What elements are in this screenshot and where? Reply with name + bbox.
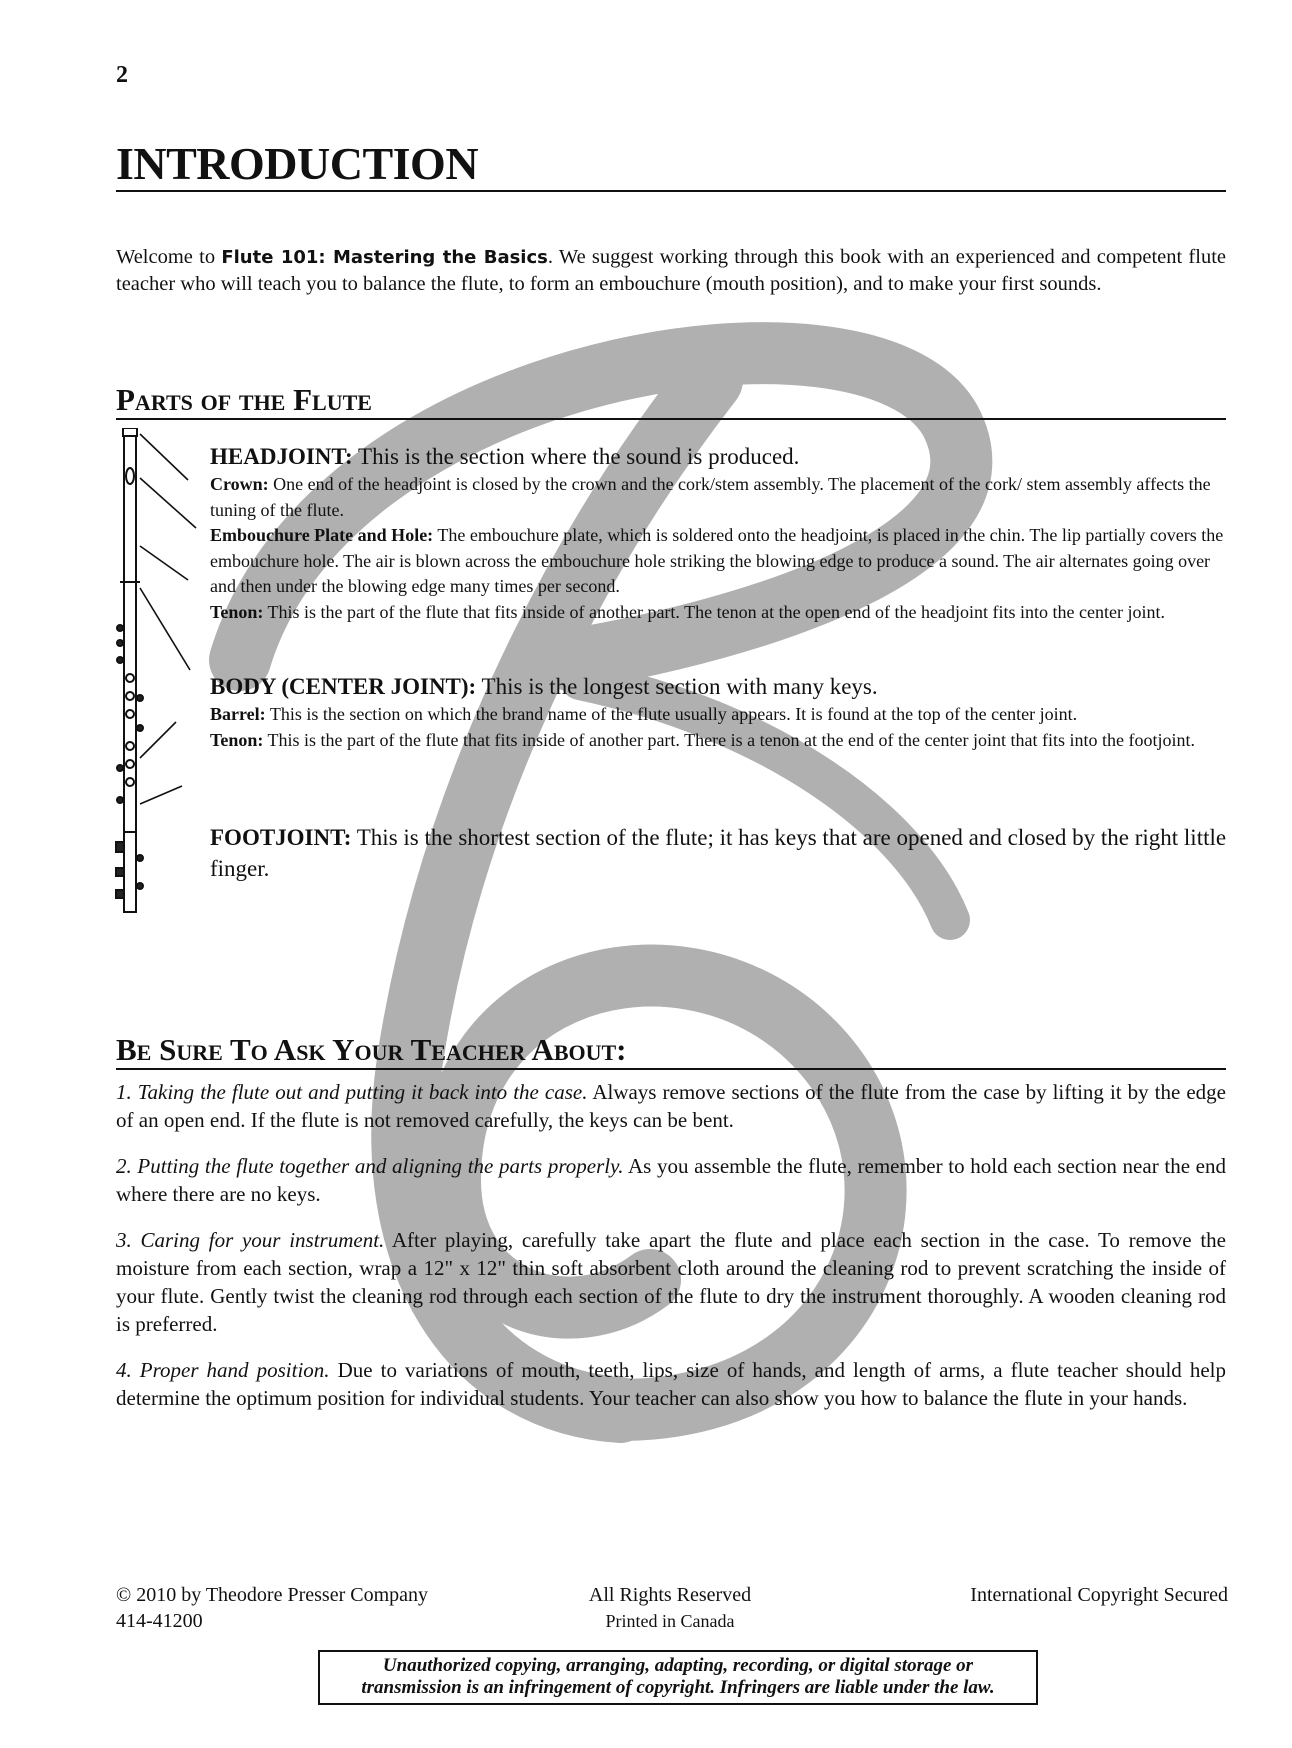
notice-line-1: Unauthorized copying, arranging, adapting, recording, or digital storage or [382,1655,974,1676]
embouchure-item [210,523,1230,600]
ask-teacher-heading: Be Sure To Ask Your Teacher About: [116,1032,1226,1070]
ask-item-text: Always remove sections of the flute from the case by lifting it by the edge of an open end. If the flute is not removed carefully, the keys can be bent. [116,1080,1226,1132]
flute-headjoint [124,432,136,582]
barrel-term: Barrel: [210,704,266,724]
ask-item-text: As you assemble the flute, remember to hold each section near the end where there are no keys. [116,1154,1226,1206]
embouchure-text: The embouchure plate, which is soldered onto the headjoint, is placed in the chin. The lip partially covers the embouchure hole. The air is blown across the embouchure hole striking the blowing edge to produce a sound. The air alternates going over and then under the blowing edge many times per second. [210,525,1224,596]
body-section [210,672,1230,753]
footjoint-section [210,822,1230,884]
catalog-number: 414-41200 [116,1610,203,1632]
ask-item-text: After playing, carefully take apart the flute and place each section in the case. To remove the moisture from each section, wrap a 12" x 12" thin soft absorbent cloth around the cleaning rod to prevent scratching the inside of your flute. Gently twist the cleaning rod through each section of the flute to dry the instrument thoroughly. A wooden cleaning rod is preferred. [116,1228,1226,1336]
ask-item [116,1226,1226,1338]
flute-crown [123,428,137,436]
flute-diagram [110,428,210,918]
copyright-notice-box [318,1650,1038,1705]
footer-right [970,1582,1228,1608]
intro-text: . We suggest working through this book with an experienced and competent flute teacher who will teach you to balance the flute, to form an embouchure (mouth position), and to make your first sounds. [116,246,1227,295]
intl-copyright-text: International Copyright Secured [970,1584,1228,1606]
ask-item [116,1152,1226,1208]
barrel-text: This is the section on which the brand name of the flute usually appears. It is found at the top of the center joint. [265,704,1078,724]
headjoint-title-line [210,442,1230,472]
intro-prefix: Welcome to [116,246,222,268]
body-tenon-item [210,728,1230,754]
copyright-text: © 2010 by Theodore Presser Company [116,1584,429,1606]
headjoint-desc: This is the section where the sound is produced. [352,444,800,469]
pointer-lines [140,434,196,804]
page-number: 2 [116,62,128,88]
body-title-line [210,672,1230,702]
footjoint-desc: This is the shortest section of the flute; it has keys that are opened and closed by the right little finger. [210,825,1227,881]
embouchure-term: Embouchure Plate and Hole: [210,525,434,545]
crown-item [210,472,1230,523]
ask-item [116,1356,1226,1412]
rights-text: All Rights Reserved [588,1584,752,1606]
intro-paragraph [116,244,1226,298]
notice-line-2: transmission is an infringement of copyright. Infringers are liable under the law. [361,1677,995,1698]
headjoint-title: HEADJOINT: [210,444,353,469]
ask-item-lead: 1. Taking the flute out and putting it back into the case. [116,1080,588,1104]
flute-body [124,582,136,832]
body-desc: This is the longest section with many keys. [476,674,878,699]
parts-heading: Parts of the Flute [116,382,1226,420]
printed-text: Printed in Canada [605,1611,735,1631]
body-tenon-term: Tenon: [210,729,264,750]
head-tenon-item [210,600,1230,626]
barrel-item [210,702,1230,728]
head-tenon-term: Tenon: [210,601,264,622]
body-title: BODY (CENTER JOINT): [210,674,477,699]
head-tenon-text: This is the part of the flute that fits inside of another part. The tenon at the open end of the headjoint fits into the center joint. [263,601,1165,622]
flute-embouchure-hole [126,468,134,484]
ask-item-lead: 3. Caring for your instrument. [116,1228,385,1252]
headjoint-section [210,442,1230,625]
crown-term: Crown: [210,474,269,494]
body-tenon-text: This is the part of the flute that fits inside of another part. There is a tenon at the end of the center joint that fits into the footjoint. [263,729,1195,750]
ask-item-text: Due to variations of mouth, teeth, lips, size of hands, and length of arms, a flute teacher should help determine the optimum position for individual students. Your teacher can also show you how to balance the flute in your hands. [116,1358,1227,1410]
page-title: INTRODUCTION [116,138,1226,192]
footjoint-title-line [210,822,1230,884]
footjoint-title: FOOTJOINT: [210,825,352,850]
flute-footjoint [124,832,136,912]
footer-left [116,1582,428,1634]
crown-text: One end of the headjoint is closed by the crown and the cork/stem assembly. The placement of the cork/ stem assembly affects the tuning of the flute. [210,474,1211,520]
ask-item-lead: 4. Proper hand position. [116,1358,330,1382]
ask-item [116,1078,1226,1134]
ask-item-lead: 2. Putting the flute together and aligning the parts properly. [116,1154,624,1178]
book-title: Flute 101: Mastering the Basics [221,247,548,268]
footer-center [560,1582,780,1634]
